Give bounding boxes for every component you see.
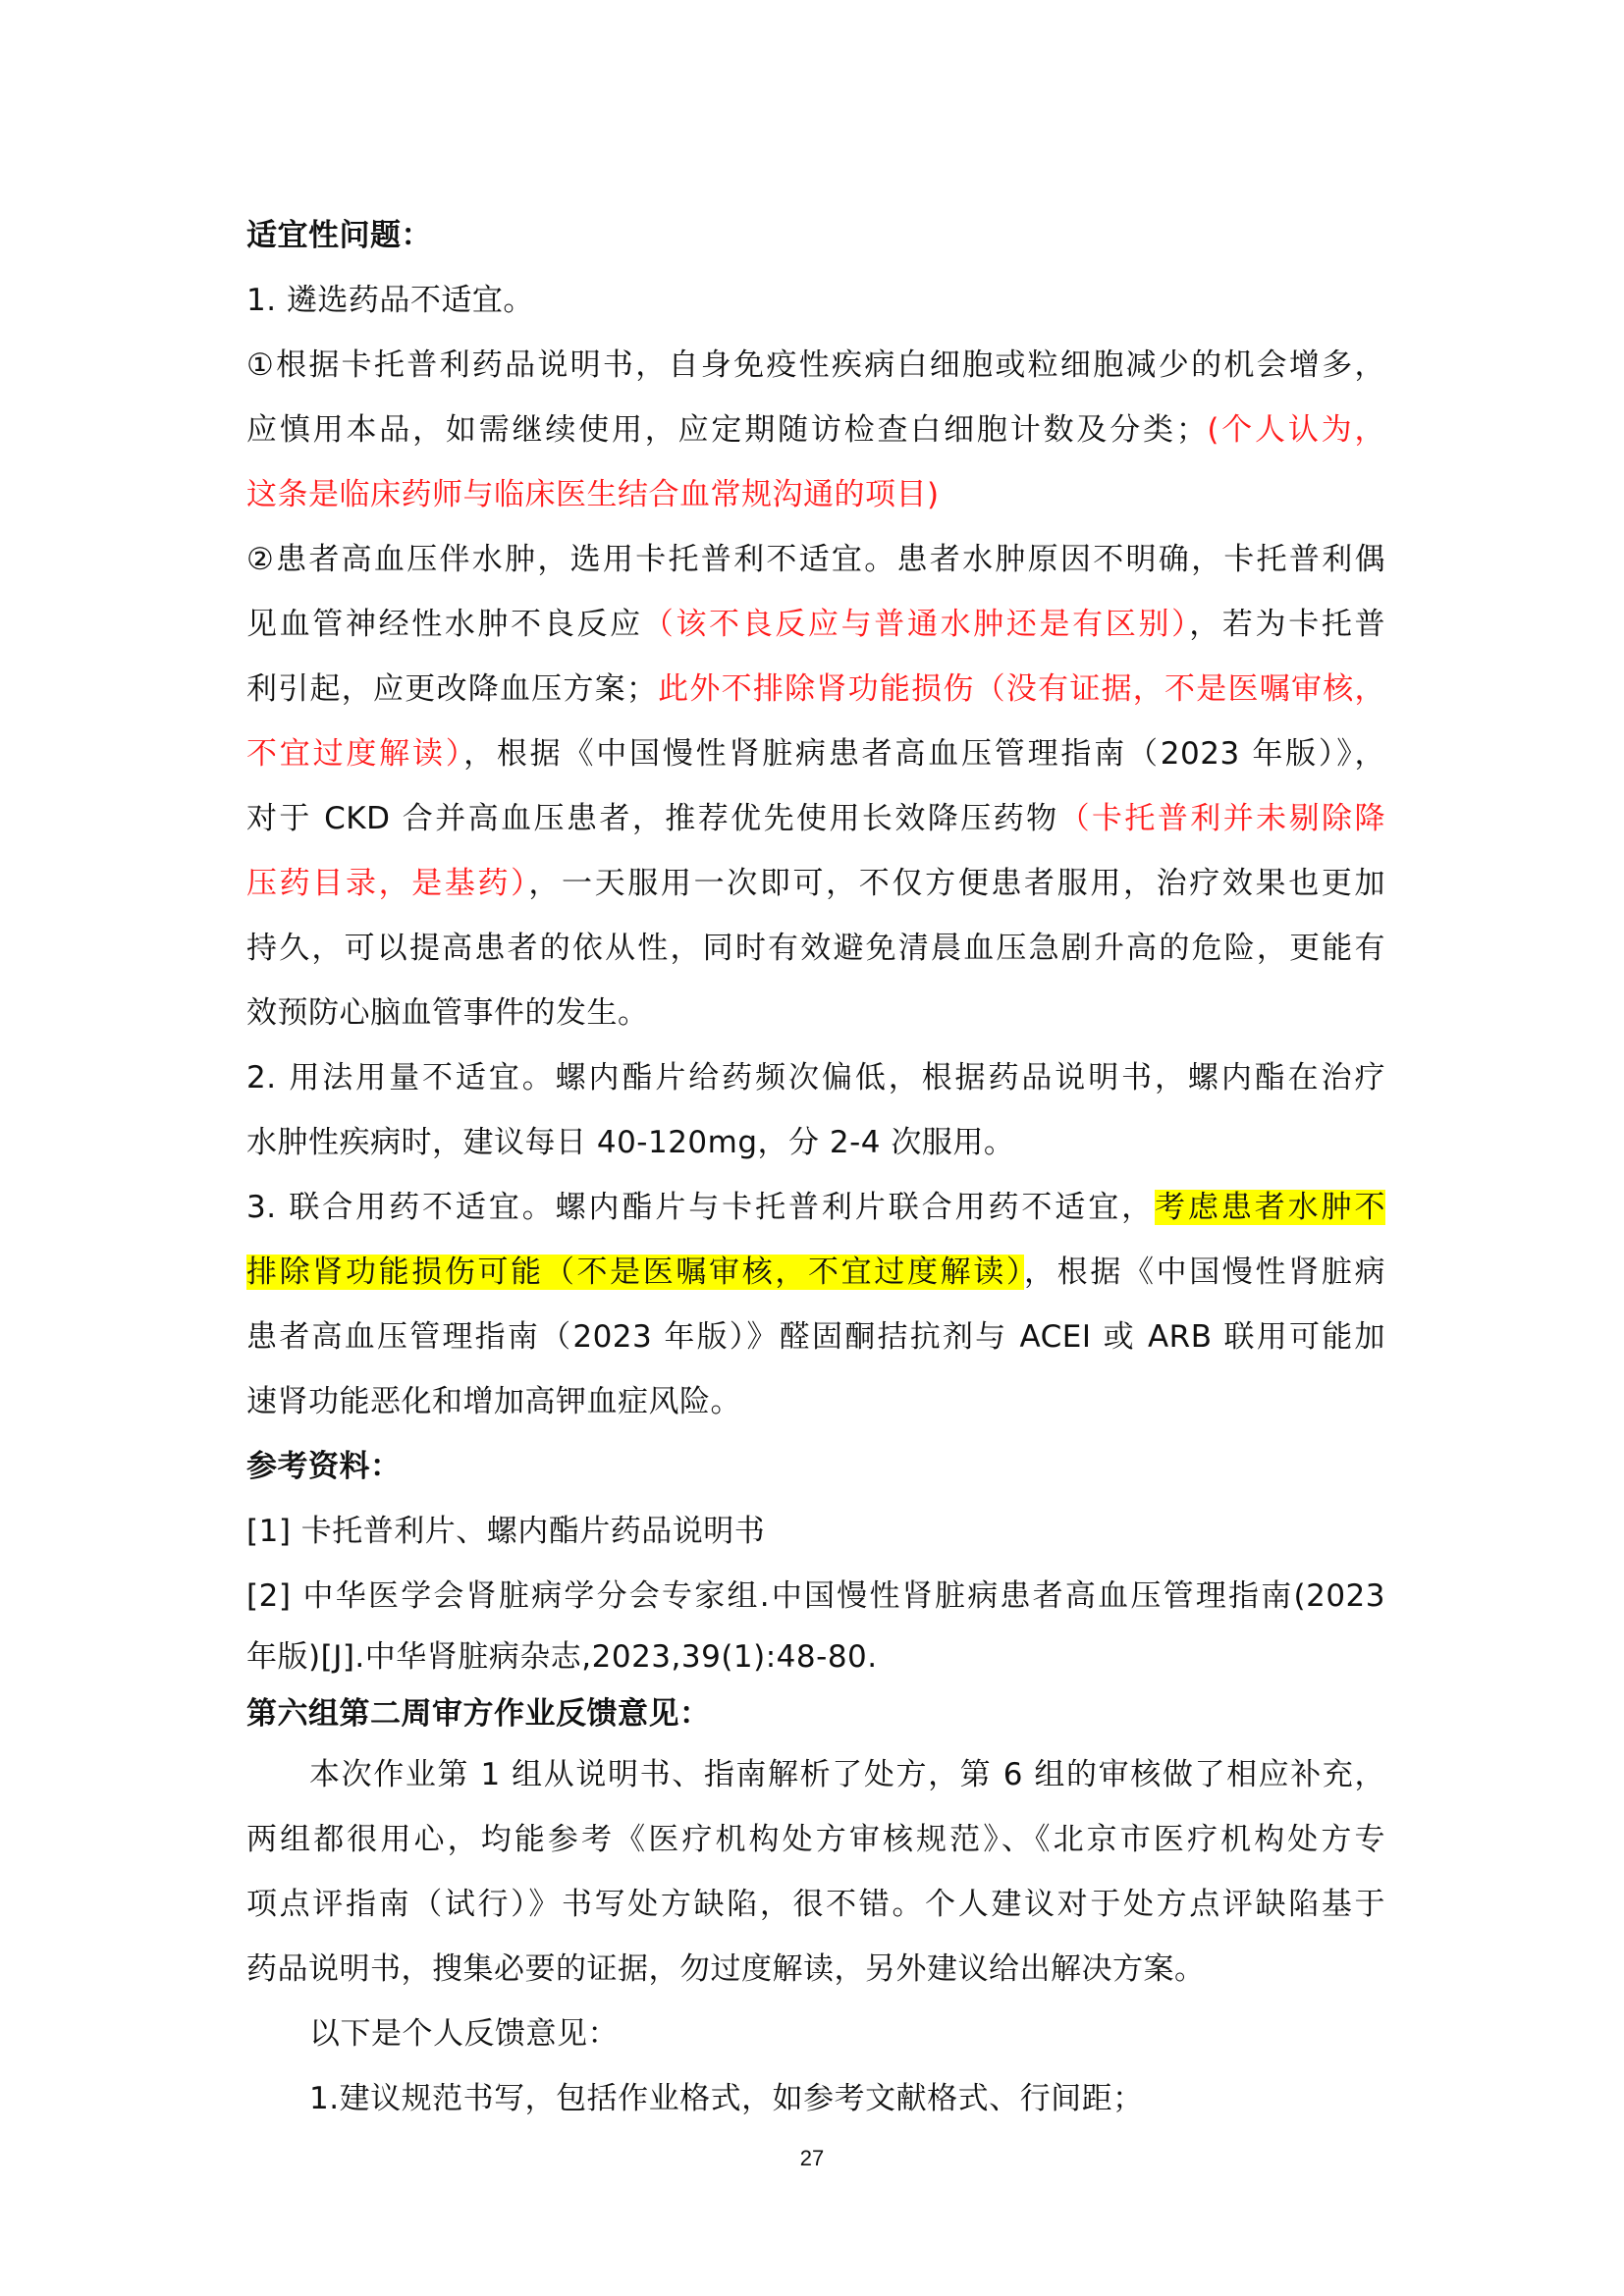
text-run: ，若为卡托普: [1189, 607, 1386, 642]
highlighted-text: 排除肾功能损伤可能（不是医嘱审核，不宜过度解读）: [246, 1255, 1025, 1290]
red-annotation: (个人认为，: [1207, 412, 1385, 448]
section-heading-references: 参考资料：: [246, 1449, 402, 1484]
text-run: 利引起，应更改降血压方案；: [246, 671, 658, 707]
text-run: ，根据《中国慢性肾脏病患者高血压管理指南（2023 年版）》，: [463, 736, 1386, 772]
text-run: 见血管神经性水肿不良反应: [246, 607, 643, 642]
red-annotation: 此外不排除肾功能损伤（没有证据，不是医嘱审核，: [657, 671, 1386, 707]
item-3-line: [246, 1175, 1385, 1240]
red-annotation: 压药目录，是基药）: [246, 866, 529, 901]
item-1-title: 1. 遴选药品不适宜。: [246, 283, 534, 318]
feedback-line: 项点评指南（试行）》书写处方缺陷，很不错。个人建议对于处方点评缺陷基于: [246, 1887, 1385, 1922]
text-run: 应慎用本品，如需继续使用，应定期随访检查白细胞计数及分类；: [246, 412, 1208, 448]
paragraph-line: [246, 657, 1385, 721]
section-heading-suitability: 适宜性问题：: [246, 218, 432, 253]
feedback-line: 以下是个人反馈意见：: [309, 2016, 619, 2052]
reference-item: [2] 中华医学会肾脏病学分会专家组.中国慢性肾脏病患者高血压管理指南(2023: [246, 1578, 1385, 1614]
text-run: ，一天服用一次即可，不仅方便患者服用，治疗效果也更加: [528, 866, 1386, 901]
text-run: 对于 CKD 合并高血压患者，推荐优先使用长效降压药物: [246, 801, 1059, 836]
reference-item: [1] 卡托普利片、螺内酯片药品说明书: [246, 1514, 766, 1549]
text-run: 3. 联合用药不适宜。螺内酯片与卡托普利片联合用药不适宜，: [246, 1190, 1156, 1225]
feedback-line: 1.建议规范书写，包括作业格式，如参考文献格式、行间距；: [309, 2081, 1144, 2116]
item-3-line: [246, 1240, 1385, 1305]
red-annotation: （卡托普利并未剔除降: [1058, 801, 1385, 836]
red-annotation: 这条是临床药师与临床医生结合血常规沟通的项目): [246, 477, 940, 512]
red-annotation: （该不良反应与普通水肿还是有区别）: [642, 607, 1190, 642]
page-content: [246, 203, 1385, 2131]
paragraph-line: [246, 851, 1385, 916]
red-annotation: 不宜过度解读）: [246, 736, 464, 772]
item-3-line: 患者高血压管理指南（2023 年版）》醛固酮拮抗剂与 ACEI 或 ARB 联用可能加: [246, 1319, 1385, 1355]
paragraph-line: ①根据卡托普利药品说明书，自身免疫性疾病白细胞或粒细胞减少的机会增多，: [246, 347, 1385, 383]
paragraph-line: 效预防心脑血管事件的发生。: [246, 995, 649, 1031]
item-3-line: 速肾功能恶化和增加高钾血症风险。: [246, 1384, 741, 1419]
text-run: ，根据《中国慢性肾脏病: [1024, 1255, 1386, 1290]
feedback-line: 本次作业第 1 组从说明书、指南解析了处方，第 6 组的审核做了相应补充，: [309, 1757, 1385, 1792]
paragraph-line: [246, 398, 1385, 462]
paragraph-line: [246, 592, 1385, 657]
section-heading-feedback: 第六组第二周审方作业反馈意见：: [246, 1696, 711, 1732]
feedback-line: 药品说明书，搜集必要的证据，勿过度解读，另外建议给出解决方案。: [246, 1951, 1206, 1987]
highlighted-text: 考虑患者水肿不: [1155, 1190, 1385, 1225]
feedback-line: 两组都很用心，均能参考《医疗机构处方审核规范》、《北京市医疗机构处方专: [246, 1822, 1385, 1857]
paragraph-line: 持久，可以提高患者的依从性，同时有效避免清晨血压急剧升高的危险，更能有: [246, 931, 1385, 966]
reference-item-continued: 年版)[J].中华肾脏病杂志,2023,39(1):48-80.: [246, 1639, 878, 1675]
item-2-line: 2. 用法用量不适宜。螺内酯片给药频次偏低，根据药品说明书，螺内酯在治疗: [246, 1060, 1385, 1095]
paragraph-line: [246, 721, 1385, 786]
item-2-line: 水肿性疾病时，建议每日 40-120mg，分 2-4 次服用。: [246, 1125, 1015, 1160]
page-number: 27: [799, 2146, 825, 2170]
paragraph-line: [246, 786, 1385, 851]
paragraph-line: ②患者高血压伴水肿，选用卡托普利不适宜。患者水肿原因不明确，卡托普利偶: [246, 542, 1385, 577]
